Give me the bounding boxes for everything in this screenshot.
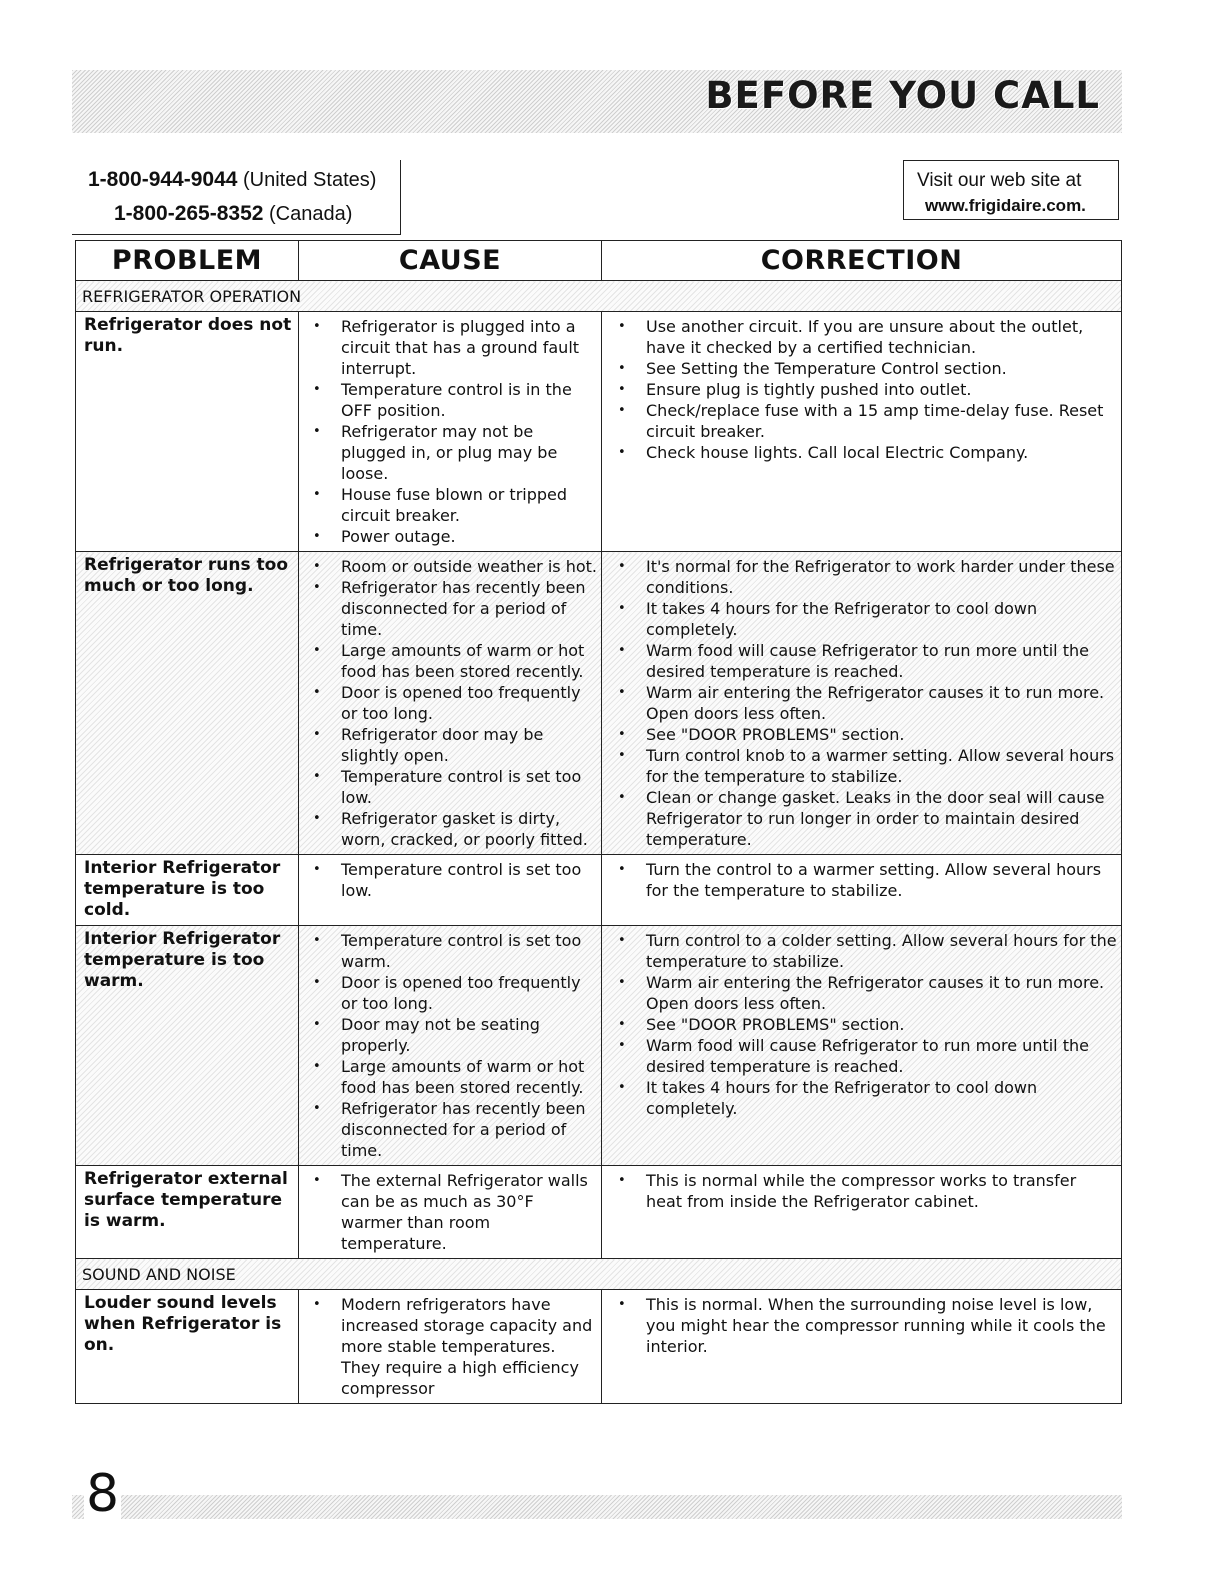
cause-item: • Refrigerator door may be slightly open. [299, 724, 597, 766]
header-cause: CAUSE [299, 241, 602, 281]
cause-item: • Door may not be seating properly. [299, 1014, 597, 1056]
correction-item: • Check/replace fuse with a 15 amp time-delay fuse. Reset circuit breaker. [602, 400, 1117, 442]
correction-item: • See "DOOR PROBLEMS" section. [602, 724, 1117, 745]
correction-item: • See Setting the Temperature Control section. [602, 358, 1117, 379]
correction-list [602, 855, 1121, 905]
problem-cell: Interior Refrigerator temperature is too cold. [76, 855, 299, 926]
cause-item: • Large amounts of warm or hot food has been stored recently. [299, 640, 597, 682]
problem-cell: Louder sound levels when Refrigerator is on. [76, 1290, 299, 1404]
footer-band [72, 1495, 1122, 1519]
cause-item: • Temperature control is in the OFF position. [299, 379, 597, 421]
page-title: BEFORE YOU CALL [705, 74, 1100, 117]
cause-item: • Temperature control is set too low. [299, 859, 597, 901]
cause-item: • Room or outside weather is hot. [299, 556, 597, 577]
correction-item: • Use another circuit. If you are unsure about the outlet, have it checked by a certified technician. [602, 316, 1117, 358]
cause-item: • Large amounts of warm or hot food has been stored recently. [299, 1056, 597, 1098]
canada-phone-line [114, 202, 352, 226]
problem-cell: Interior Refrigerator temperature is too warm. [76, 926, 299, 1166]
correction-item: • It takes 4 hours for the Refrigerator to cool down completely. [602, 598, 1117, 640]
section-row [76, 281, 1122, 312]
section-row [76, 1259, 1122, 1290]
correction-item: • It takes 4 hours for the Refrigerator to cool down completely. [602, 1077, 1117, 1119]
cause-list [299, 1166, 601, 1258]
correction-item: • Turn the control to a warmer setting. Allow several hours for the temperature to stabilize. [602, 859, 1117, 901]
us-phone-number: 1-800-944-9044 [88, 168, 238, 191]
website-intro: Visit our web site at [917, 170, 1082, 191]
correction-item: • Ensure plug is tightly pushed into outlet. [602, 379, 1117, 400]
table-body [76, 281, 1122, 1404]
cause-list [299, 855, 601, 905]
correction-item: • See "DOOR PROBLEMS" section. [602, 1014, 1117, 1035]
correction-list [602, 1166, 1121, 1216]
correction-list [602, 312, 1121, 467]
correction-item: • Turn control to a colder setting. Allow several hours for the temperature to stabilize. [602, 930, 1117, 972]
phone-numbers-box [72, 160, 401, 235]
correction-item: • It's normal for the Refrigerator to work harder under these conditions. [602, 556, 1117, 598]
correction-cell [602, 926, 1122, 1166]
problem-cell: Refrigerator external surface temperature is warm. [76, 1166, 299, 1259]
cause-item: • Refrigerator has recently been disconnected for a period of time. [299, 1098, 597, 1161]
correction-cell [602, 855, 1122, 926]
cause-cell [299, 1166, 602, 1259]
cause-item: • Door is opened too frequently or too long. [299, 682, 597, 724]
correction-cell [602, 312, 1122, 552]
correction-item: • Turn control knob to a warmer setting. Allow several hours for the temperature to stabilize. [602, 745, 1117, 787]
correction-cell [602, 1290, 1122, 1404]
cause-item: • Modern refrigerators have increased storage capacity and more stable temperatures. They require a high efficiency compressor [299, 1294, 597, 1399]
correction-item: • Warm food will cause Refrigerator to run more until the desired temperature is reached. [602, 640, 1117, 682]
cause-cell [299, 312, 602, 552]
correction-item: • Warm air entering the Refrigerator causes it to run more. Open doors less often. [602, 682, 1117, 724]
cause-item: • Temperature control is set too warm. [299, 930, 597, 972]
cause-list [299, 312, 601, 551]
cause-cell [299, 855, 602, 926]
website-box [903, 160, 1119, 220]
table-row [76, 1290, 1122, 1404]
cause-item: • Refrigerator gasket is dirty, worn, cracked, or poorly fitted. [299, 808, 597, 850]
table-row [76, 552, 1122, 855]
table-row [76, 855, 1122, 926]
website-link[interactable]: www.frigidaire.com. [925, 196, 1086, 215]
us-phone-line [88, 168, 376, 192]
cause-item: • Power outage. [299, 526, 597, 547]
canada-phone-number: 1-800-265-8352 [114, 202, 264, 225]
table-row [76, 926, 1122, 1166]
cause-item: • Refrigerator may not be plugged in, or plug may be loose. [299, 421, 597, 484]
table-row [76, 312, 1122, 552]
us-phone-label: (United States) [243, 169, 377, 191]
correction-item: • This is normal while the compressor works to transfer heat from inside the Refrigerator cabinet. [602, 1170, 1117, 1212]
cause-list [299, 552, 601, 854]
header-problem: PROBLEM [76, 241, 299, 281]
correction-item: • Warm air entering the Refrigerator causes it to run more. Open doors less often. [602, 972, 1117, 1014]
cause-cell [299, 926, 602, 1166]
table-header-row [76, 241, 1122, 281]
cause-list [299, 1290, 601, 1403]
correction-item: • This is normal. When the surrounding noise level is low, you might hear the compressor running while it cools the interior. [602, 1294, 1117, 1357]
problem-cell: Refrigerator does not run. [76, 312, 299, 552]
correction-list [602, 552, 1121, 854]
correction-cell [602, 1166, 1122, 1259]
cause-item: • Refrigerator is plugged into a circuit that has a ground fault interrupt. [299, 316, 597, 379]
cause-item: • Temperature control is set too low. [299, 766, 597, 808]
cause-cell [299, 552, 602, 855]
cause-item: • Door is opened too frequently or too long. [299, 972, 597, 1014]
header-correction: CORRECTION [602, 241, 1122, 281]
cause-item: • House fuse blown or tripped circuit breaker. [299, 484, 597, 526]
page-number: 8 [86, 1464, 120, 1524]
header-band [72, 70, 1122, 133]
cause-list [299, 926, 601, 1165]
correction-item: • Warm food will cause Refrigerator to run more until the desired temperature is reached. [602, 1035, 1117, 1077]
canada-phone-label: (Canada) [269, 203, 353, 225]
table-row [76, 1166, 1122, 1259]
troubleshooting-table [75, 240, 1122, 1404]
cause-item: • Refrigerator has recently been disconnected for a period of time. [299, 577, 597, 640]
correction-list [602, 1290, 1121, 1361]
correction-item: • Check house lights. Call local Electric Company. [602, 442, 1117, 463]
problem-cell: Refrigerator runs too much or too long. [76, 552, 299, 855]
cause-cell [299, 1290, 602, 1404]
correction-item: • Clean or change gasket. Leaks in the door seal will cause Refrigerator to run longer in order to maintain desired temperature. [602, 787, 1117, 850]
correction-list [602, 926, 1121, 1123]
correction-cell [602, 552, 1122, 855]
cause-item: • The external Refrigerator walls can be as much as 30°F warmer than room temperature. [299, 1170, 597, 1254]
section-title: SOUND AND NOISE [76, 1259, 1122, 1290]
section-title: REFRIGERATOR OPERATION [76, 281, 1122, 312]
